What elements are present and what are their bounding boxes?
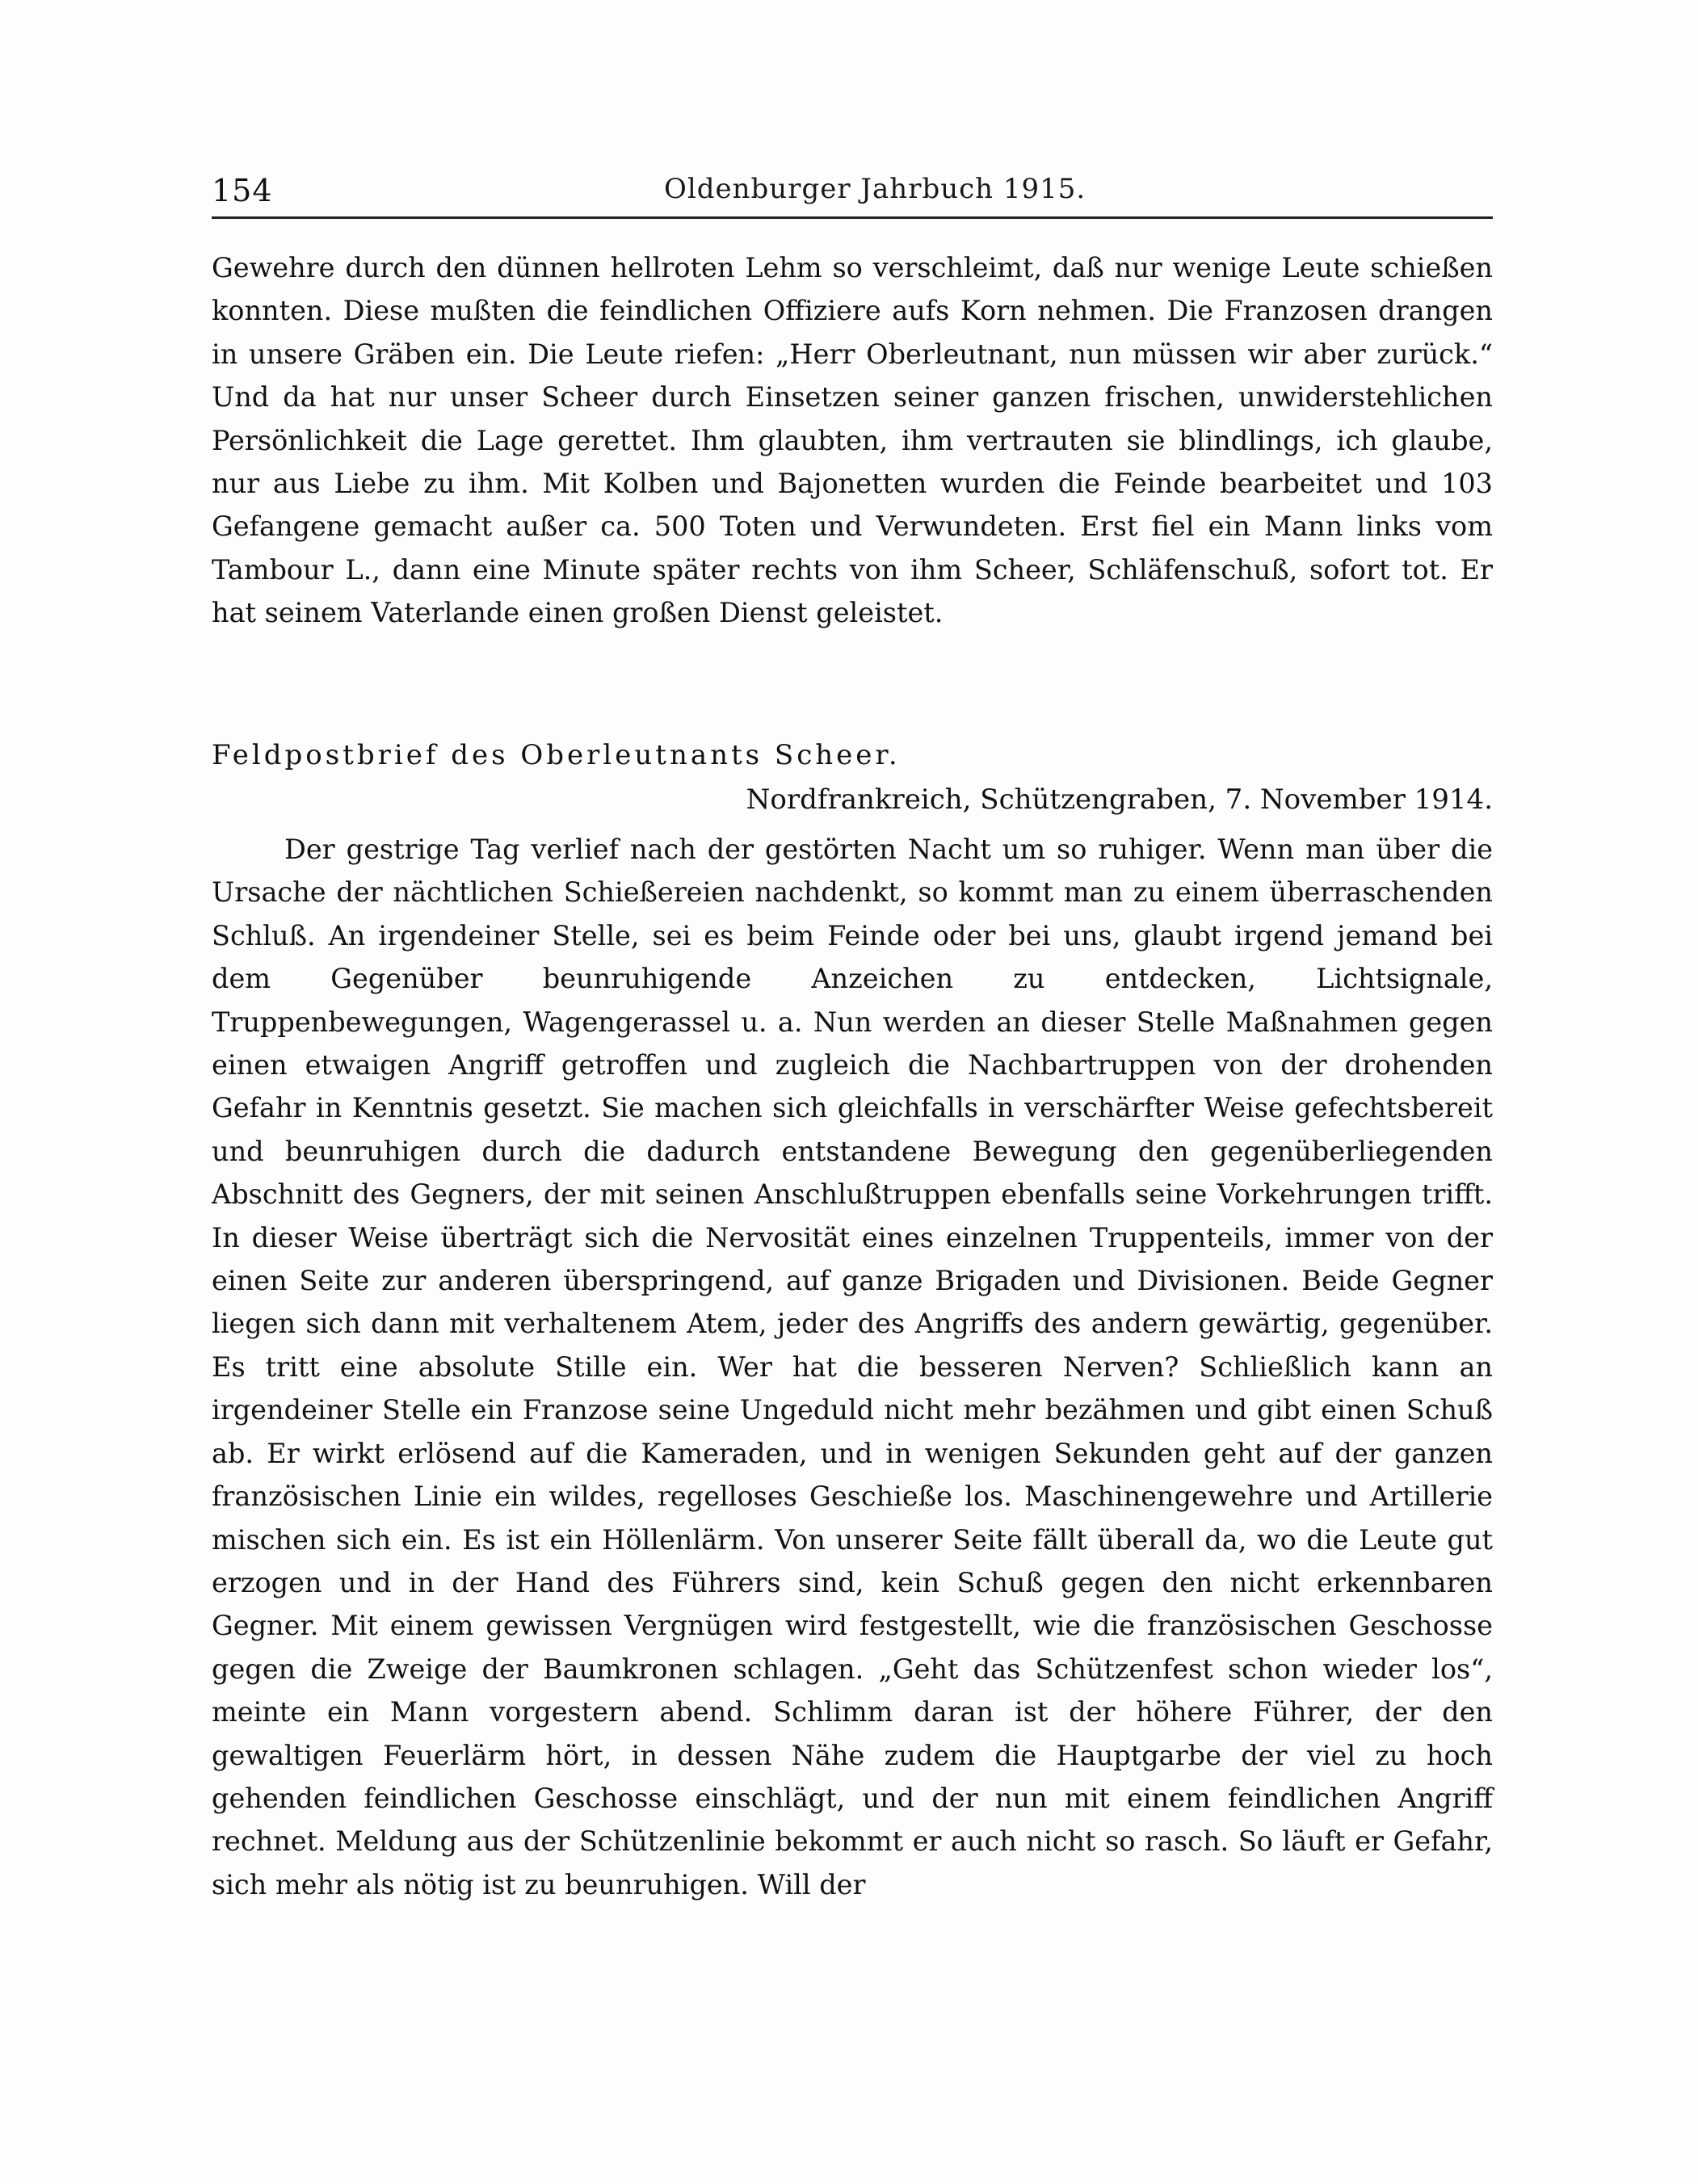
running-title: Oldenburger Jahrbuch 1915. xyxy=(664,173,1086,205)
paragraph-continued: Gewehre durch den dünnen hellroten Lehm so verschleimt, daß nur wenige Leute schießen konnten. Diese mußten die feindlichen Offiziere aufs Korn nehmen. Die Franzosen drangen in unsere Gräben ein. Die Leute riefen: „Herr Oberleutnant, nun müssen wir aber zurück.“ Und da hat nur unser Scheer durch Einsetzen seiner ganzen frischen, unwiderstehlichen Persönlichkeit die Lage gerettet. Ihm glaubten, ihm vertrauten sie blindlings, ich glaube, nur aus Liebe zu ihm. Mit Kolben und Bajonetten wurden die Feinde bearbeitet und 103 Gefangene gemacht außer ca. 500 Toten und Verwundeten. Erst fiel ein Mann links vom Tambour L., dann eine Minute später rechts von ihm Scheer, Schläfenschuß, sofort tot. Er hat seinem Vaterlande einen großen Dienst geleistet. xyxy=(212,252,1493,629)
page-number: 154 xyxy=(212,173,273,208)
page-header xyxy=(212,173,1493,218)
letter-dateline: Nordfrankreich, Schützengraben, 7. November 1914. xyxy=(746,783,1493,816)
letter-paragraph: Der gestrige Tag verlief nach der gestörten Nacht um so ruhiger. Wenn man über die Ursache der nächtlichen Schießereien nachdenkt, so kommt man zu einem überraschenden Schluß. An irgendeiner Stelle, sei es beim Feinde oder bei uns, glaubt irgend jemand bei dem Gegenüber beunruhigende Anzeichen zu entdecken, Lichtsignale, Truppenbewegungen, Wagengerassel u. a. Nun werden an dieser Stelle Maßnahmen gegen einen etwaigen Angriff getroffen und zugleich die Nachbartruppen von der drohenden Gefahr in Kenntnis gesetzt. Sie machen sich gleichfalls in verschärfter Weise gefechtsbereit und beunruhigen durch die dadurch entstandene Bewegung den gegenüberliegenden Abschnitt des Gegners, der mit seinen Anschlußtruppen ebenfalls seine Vorkehrungen trifft. In dieser Weise überträgt sich die Nervosität eines einzelnen Truppenteils, immer von der einen Seite zur anderen überspringend, auf ganze Brigaden und Divisionen. Beide Gegner liegen sich dann mit verhaltenem Atem, jeder des Angriffs des andern gewärtig, gegenüber. Es tritt eine absolute Stille ein. Wer hat die besseren Nerven? Schließlich kann an irgendeiner Stelle ein Franzose seine Ungeduld nicht mehr bezähmen und gibt einen Schuß ab. Er wirkt erlösend auf die Kameraden, und in wenigen Sekunden geht auf der ganzen französischen Linie ein wildes, regelloses Geschieße los. Maschinengewehre und Artillerie mischen sich ein. Es ist ein Höllenlärm. Von unserer Seite fällt überall da, wo die Leute gut erzogen und in der Hand des Führers sind, kein Schuß gegen den nicht erkennbaren Gegner. Mit einem gewissen Vergnügen wird festgestellt, wie die französischen Geschosse gegen die Zweige der Baumkronen schlagen. „Geht das Schützenfest schon wieder los“, meinte ein Mann vorgestern abend. Schlimm daran ist der höhere Führer, der den gewaltigen Feuerlärm hört, in dessen Nähe zudem die Hauptgarbe der viel zu hoch gehenden feindlichen Geschosse einschlägt, und der nun mit einem feindlichen Angriff rechnet. Meldung aus der Schützenlinie bekommt er auch nicht so rasch. So läuft er Gefahr, sich mehr als nötig ist zu beunruhigen. Will der xyxy=(212,834,1493,1900)
header-rule xyxy=(212,216,1493,219)
section-title: Feldpostbrief des Oberleutnants Scheer. xyxy=(212,739,901,771)
